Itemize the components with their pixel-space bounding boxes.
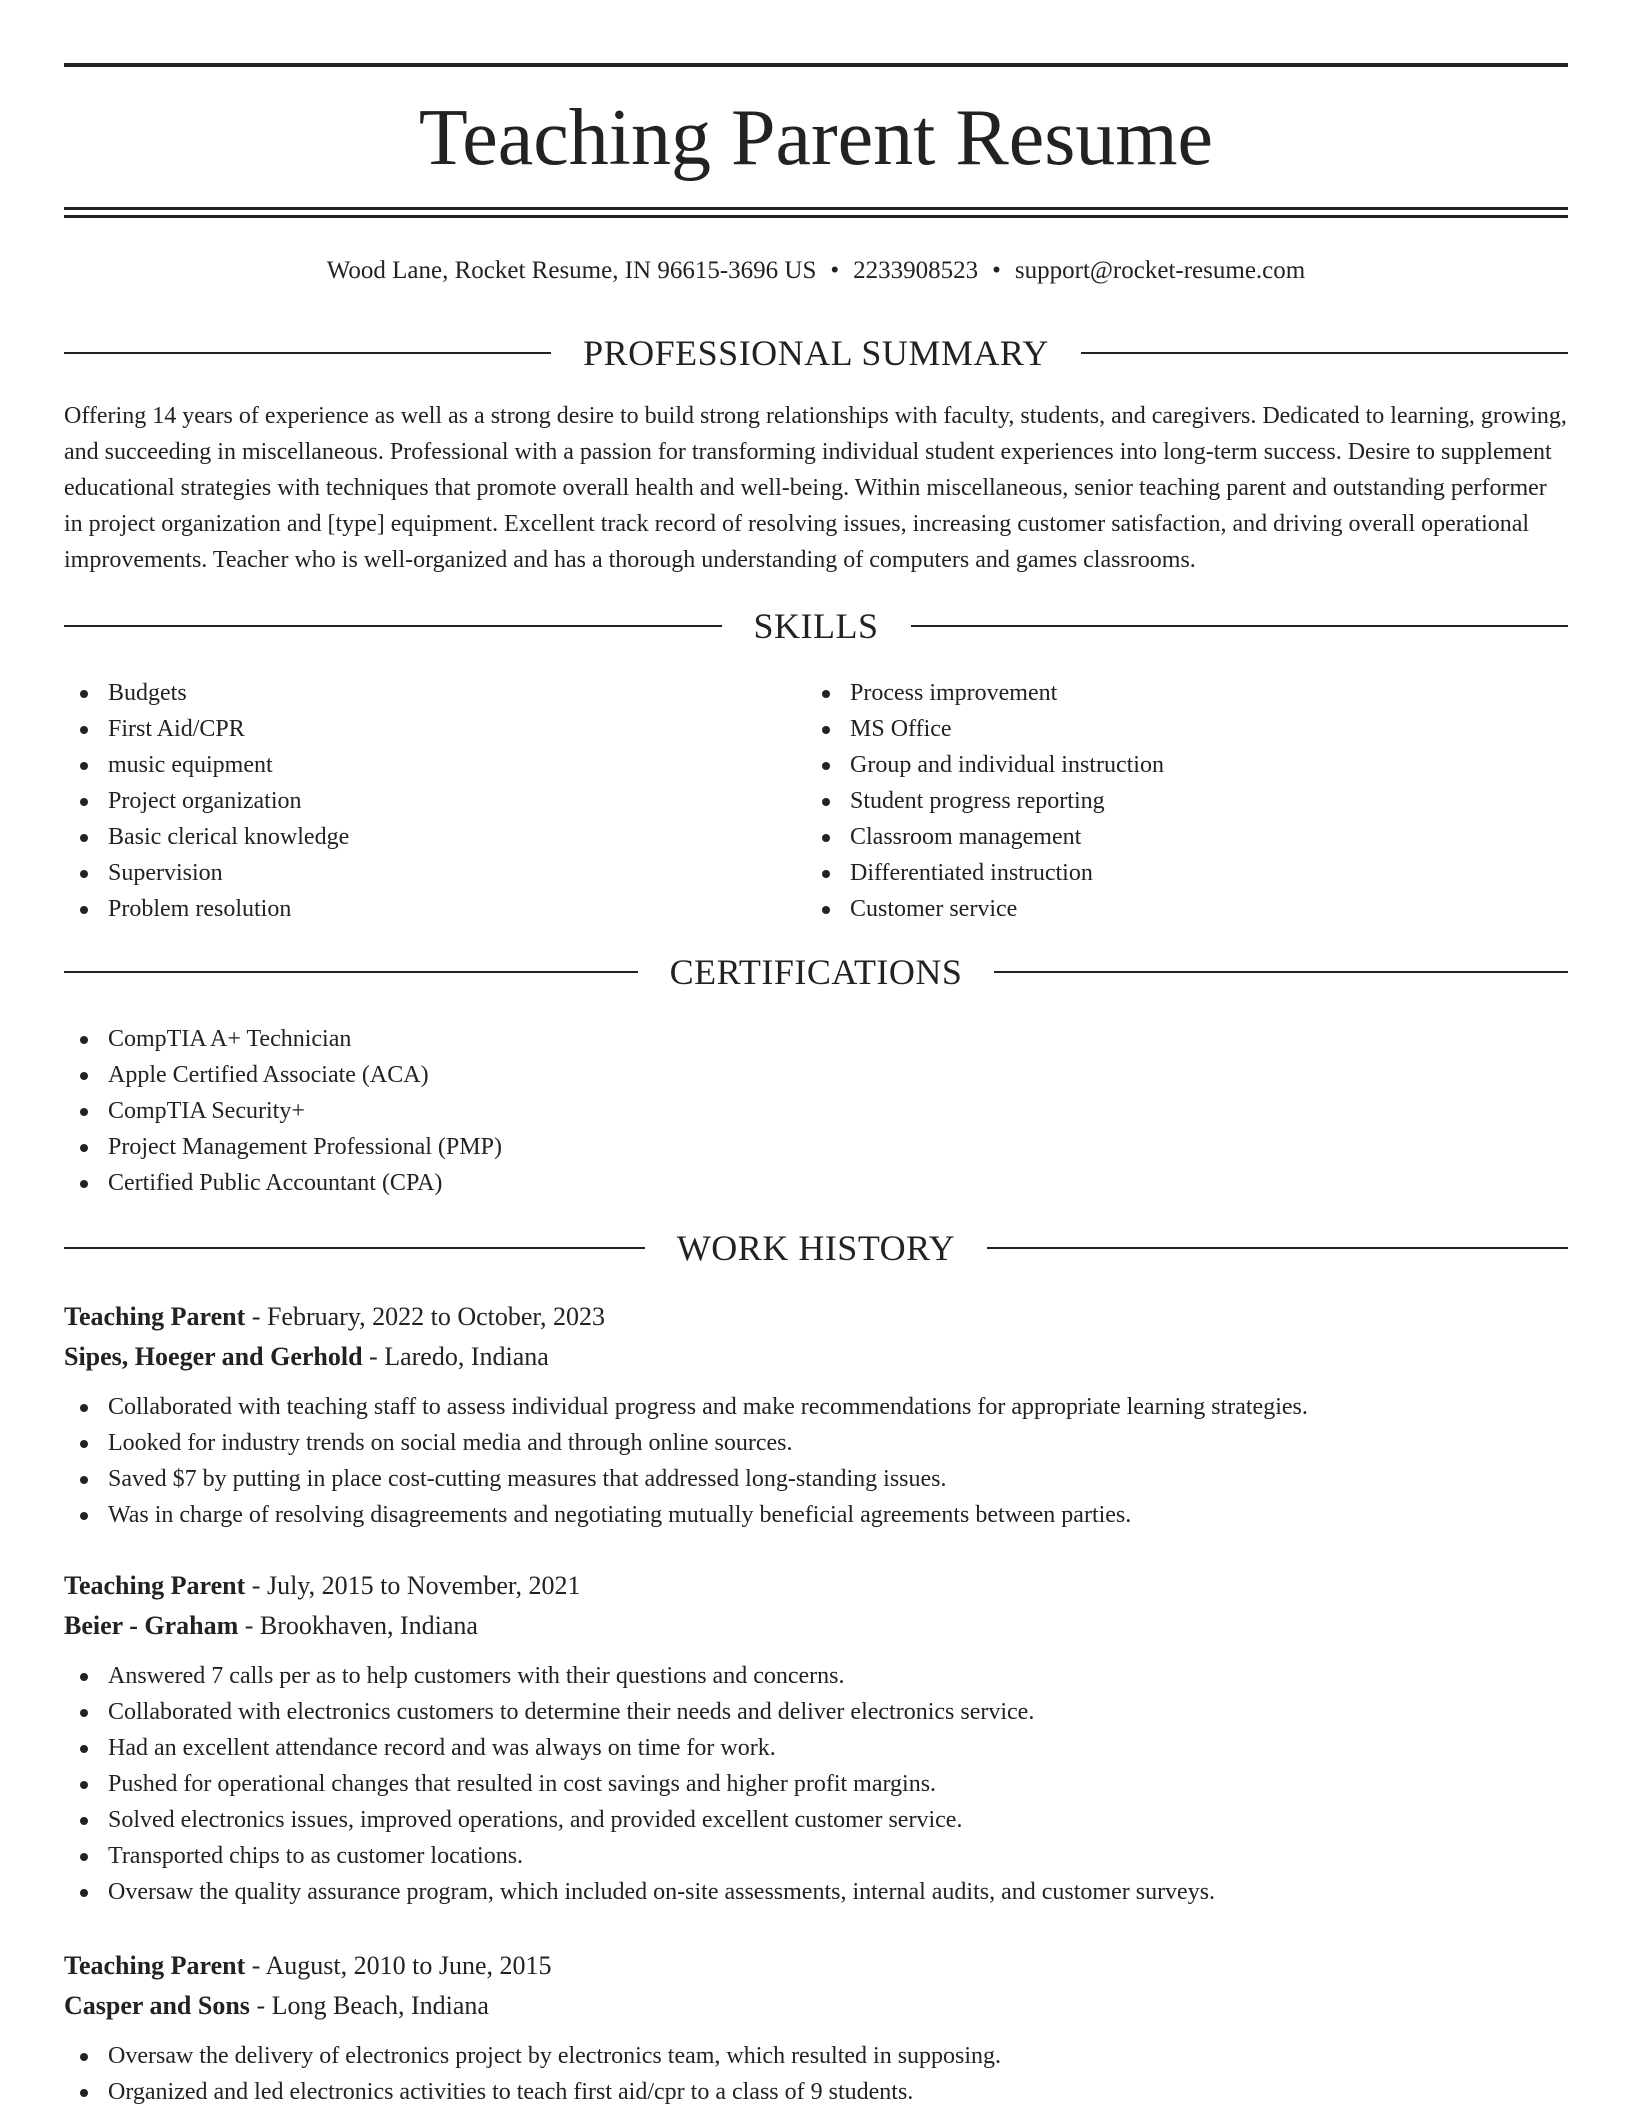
job-entry [64,1297,1568,1533]
skill-item: Process improvement [806,675,1566,711]
job-duty-item: Collaborated with teaching staff to assess individual progress and make recommendations for appropriate learning strategies. [64,1389,1568,1425]
section-rule-right [987,1247,1568,1249]
section-title-summary: PROFESSIONAL SUMMARY [583,333,1049,373]
skill-item: Group and individual instruction [806,747,1566,783]
skill-item: Supervision [64,855,784,891]
job-company: Beier - Graham [64,1611,239,1640]
job-duties-list [64,1389,1568,1533]
certifications-list [64,1021,1568,1201]
section-title-work-history: WORK HISTORY [676,1228,956,1268]
job-duty-item: Answered 7 calls per as to help customers with their questions and concerns. [64,1658,1568,1694]
section-header-summary [64,331,1568,375]
skill-item: Problem resolution [64,891,784,927]
skill-item: Project organization [64,783,784,819]
job-company: Casper and Sons [64,1991,250,2020]
job-dates: - July, 2015 to November, 2021 [245,1571,581,1600]
certification-item: Apple Certified Associate (ACA) [64,1057,1568,1093]
section-rule-right [1081,352,1568,354]
section-rule-left [64,1247,645,1249]
job-duties-list [64,2038,1568,2110]
contact-phone: 2233908523 [853,257,979,284]
job-dates: - August, 2010 to June, 2015 [245,1951,552,1980]
job-company: Sipes, Hoeger and Gerhold [64,1342,363,1371]
job-entry [64,1566,1568,1910]
section-rule-left [64,352,551,354]
section-header-certifications [64,950,1568,994]
job-duty-item: Oversaw the delivery of electronics project by electronics team, which resulted in supposing. [64,2038,1568,2074]
job-duty-item: Collaborated with electronics customers to determine their needs and deliver electronics service. [64,1694,1568,1730]
job-duty-item: Had an excellent attendance record and was always on time for work. [64,1730,1568,1766]
section-title-certifications: CERTIFICATIONS [669,952,963,992]
job-location: - Laredo, Indiana [362,1342,549,1371]
skill-item: Budgets [64,675,784,711]
job-dates: - February, 2022 to October, 2023 [245,1302,606,1331]
skill-item: Differentiated instruction [806,855,1566,891]
section-header-work-history [64,1226,1568,1270]
contact-separator: • [830,257,840,284]
skill-item: MS Office [806,711,1566,747]
section-rule-left [64,625,722,627]
skill-item: Student progress reporting [806,783,1566,819]
job-duty-item: Looked for industry trends on social media and through online sources. [64,1425,1568,1461]
section-title-skills: SKILLS [753,606,879,646]
job-entry [64,1946,1568,2110]
skills-list-right [806,675,1566,927]
title-divider-lower [64,215,1568,218]
section-rule-right [911,625,1569,627]
job-employer-line [64,1337,1568,1377]
job-duty-item: Pushed for operational changes that resulted in cost savings and higher profit margins. [64,1766,1568,1802]
contact-email[interactable]: support@rocket-resume.com [1014,257,1306,284]
job-location: - Long Beach, Indiana [249,1991,489,2020]
job-role: Teaching Parent [64,1302,246,1331]
job-duty-item: Solved electronics issues, improved operations, and provided excellent customer service. [64,1802,1568,1838]
job-duty-item: Saved $7 by putting in place cost-cutting measures that addressed long-standing issues. [64,1461,1568,1497]
job-duty-item: Was in charge of resolving disagreements and negotiating mutually beneficial agreements between parties. [64,1497,1568,1533]
job-title-line [64,1946,1568,1986]
contact-separator: • [992,257,1001,284]
job-role: Teaching Parent [64,1951,246,1980]
section-rule-right [994,971,1568,973]
certification-item: CompTIA Security+ [64,1093,1568,1129]
job-title-line [64,1297,1568,1337]
certification-item: Project Management Professional (PMP) [64,1129,1568,1165]
job-employer-line [64,1606,1568,1646]
certification-item: Certified Public Accountant (CPA) [64,1165,1568,1201]
resume-title: Teaching Parent Resume [418,94,1214,182]
job-title-line [64,1566,1568,1606]
professional-summary-text: Offering 14 years of experience as well as a strong desire to build strong relationships with faculty, students, and caregivers. Dedicated to learning, growing, and succeeding in miscellaneous. Professional with a passion for transforming individual student experiences into long-term success. Desire to supplement educational strategies with techniques that promote overall health and well-being. Within miscellaneous, senior teaching parent and outstanding performer in project organization and [type] equipment. Excellent track record of resolving issues, increasing customer satisfaction, and driving overall operational improvements. Teacher who is well-organized and has a thorough understanding of computers and games classrooms. [64,403,1567,573]
skill-item: First Aid/CPR [64,711,784,747]
skill-item: Basic clerical knowledge [64,819,784,855]
job-location: - Brookhaven, Indiana [238,1611,478,1640]
contact-address: Wood Lane, Rocket Resume, IN 96615-3696 US [326,257,817,284]
certification-item: CompTIA A+ Technician [64,1021,1568,1057]
skill-item: Customer service [806,891,1566,927]
skill-item: Classroom management [806,819,1566,855]
job-duties-list [64,1658,1568,1910]
job-employer-line [64,1986,1568,2026]
job-duty-item: Organized and led electronics activities to teach first aid/cpr to a class of 9 students. [64,2074,1568,2110]
job-duty-item: Oversaw the quality assurance program, which included on-site assessments, internal audits, and customer surveys. [64,1874,1568,1910]
section-rule-left [64,971,638,973]
contact-line [64,254,1568,288]
top-rule [64,63,1568,67]
skill-item: music equipment [64,747,784,783]
title-divider-upper [64,207,1568,210]
job-duty-item: Transported chips to as customer locations. [64,1838,1568,1874]
job-role: Teaching Parent [64,1571,246,1600]
section-header-skills [64,604,1568,648]
skills-list-left [64,675,784,927]
